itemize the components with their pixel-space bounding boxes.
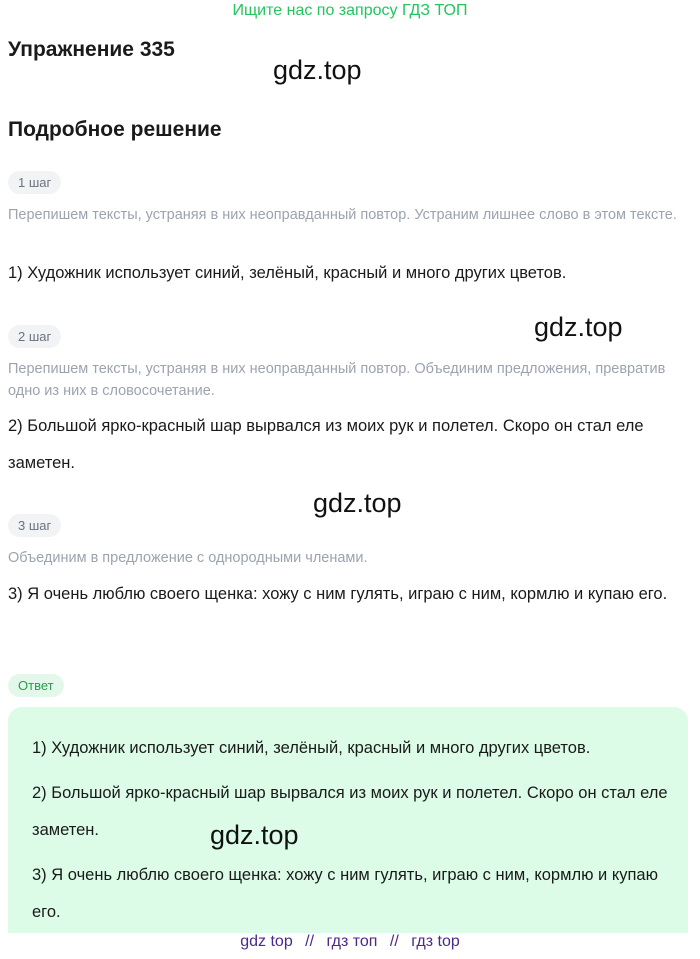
footer-link[interactable]: гдз топ <box>326 933 378 950</box>
step-hint: Перепишем тексты, устраняя в них неоправданный повтор. Объединим предложения, превратив одно из них в словосочетание. <box>8 361 666 399</box>
step-text: 1) Художник использует синий, зелёный, красный и много других цветов. <box>8 264 567 282</box>
search-banner: Ищите нас по запросу ГДЗ ТОП <box>232 2 468 19</box>
page-title: Упражнение 335 <box>8 38 175 61</box>
watermark: gdz.top <box>534 312 623 342</box>
footer-separator: // <box>305 933 315 950</box>
answer-line: 3) Я очень люблю своего щенка: хожу с ним гулять, играю с ним, кормлю и купаю его. <box>32 866 658 921</box>
step-hint: Объединим в предложение с однородными членами. <box>8 550 368 566</box>
step-hint: Перепишем тексты, устраняя в них неоправданный повтор. Устраним лишнее слово в этом тексте. <box>8 207 677 223</box>
answer-line: 1) Художник использует синий, зелёный, красный и много других цветов. <box>32 739 591 757</box>
footer-separator: // <box>389 933 399 950</box>
section-title: Подробное решение <box>8 118 222 141</box>
footer-link[interactable]: гдз top <box>411 933 460 950</box>
watermark: gdz.top <box>313 488 402 518</box>
step-badge: 3 шаг <box>8 514 61 537</box>
answer-badge: Ответ <box>8 674 64 697</box>
step-text: 2) Большой ярко-красный шар вырвался из моих рук и полетел. Скоро он стал еле заметен. <box>8 417 644 472</box>
watermark: gdz.top <box>210 820 299 850</box>
answer-box <box>8 707 688 933</box>
footer-link[interactable]: gdz top <box>240 933 293 950</box>
step-badge: 2 шаг <box>8 325 61 348</box>
watermark: gdz.top <box>273 55 362 85</box>
footer-links <box>0 933 700 951</box>
step-text: 3) Я очень люблю своего щенка: хожу с ним гулять, играю с ним, кормлю и купаю его. <box>8 585 668 603</box>
answer-line: 2) Большой ярко-красный шар вырвался из моих рук и полетел. Скоро он стал еле заметен. <box>32 784 668 839</box>
step-badge: 1 шаг <box>8 171 61 194</box>
